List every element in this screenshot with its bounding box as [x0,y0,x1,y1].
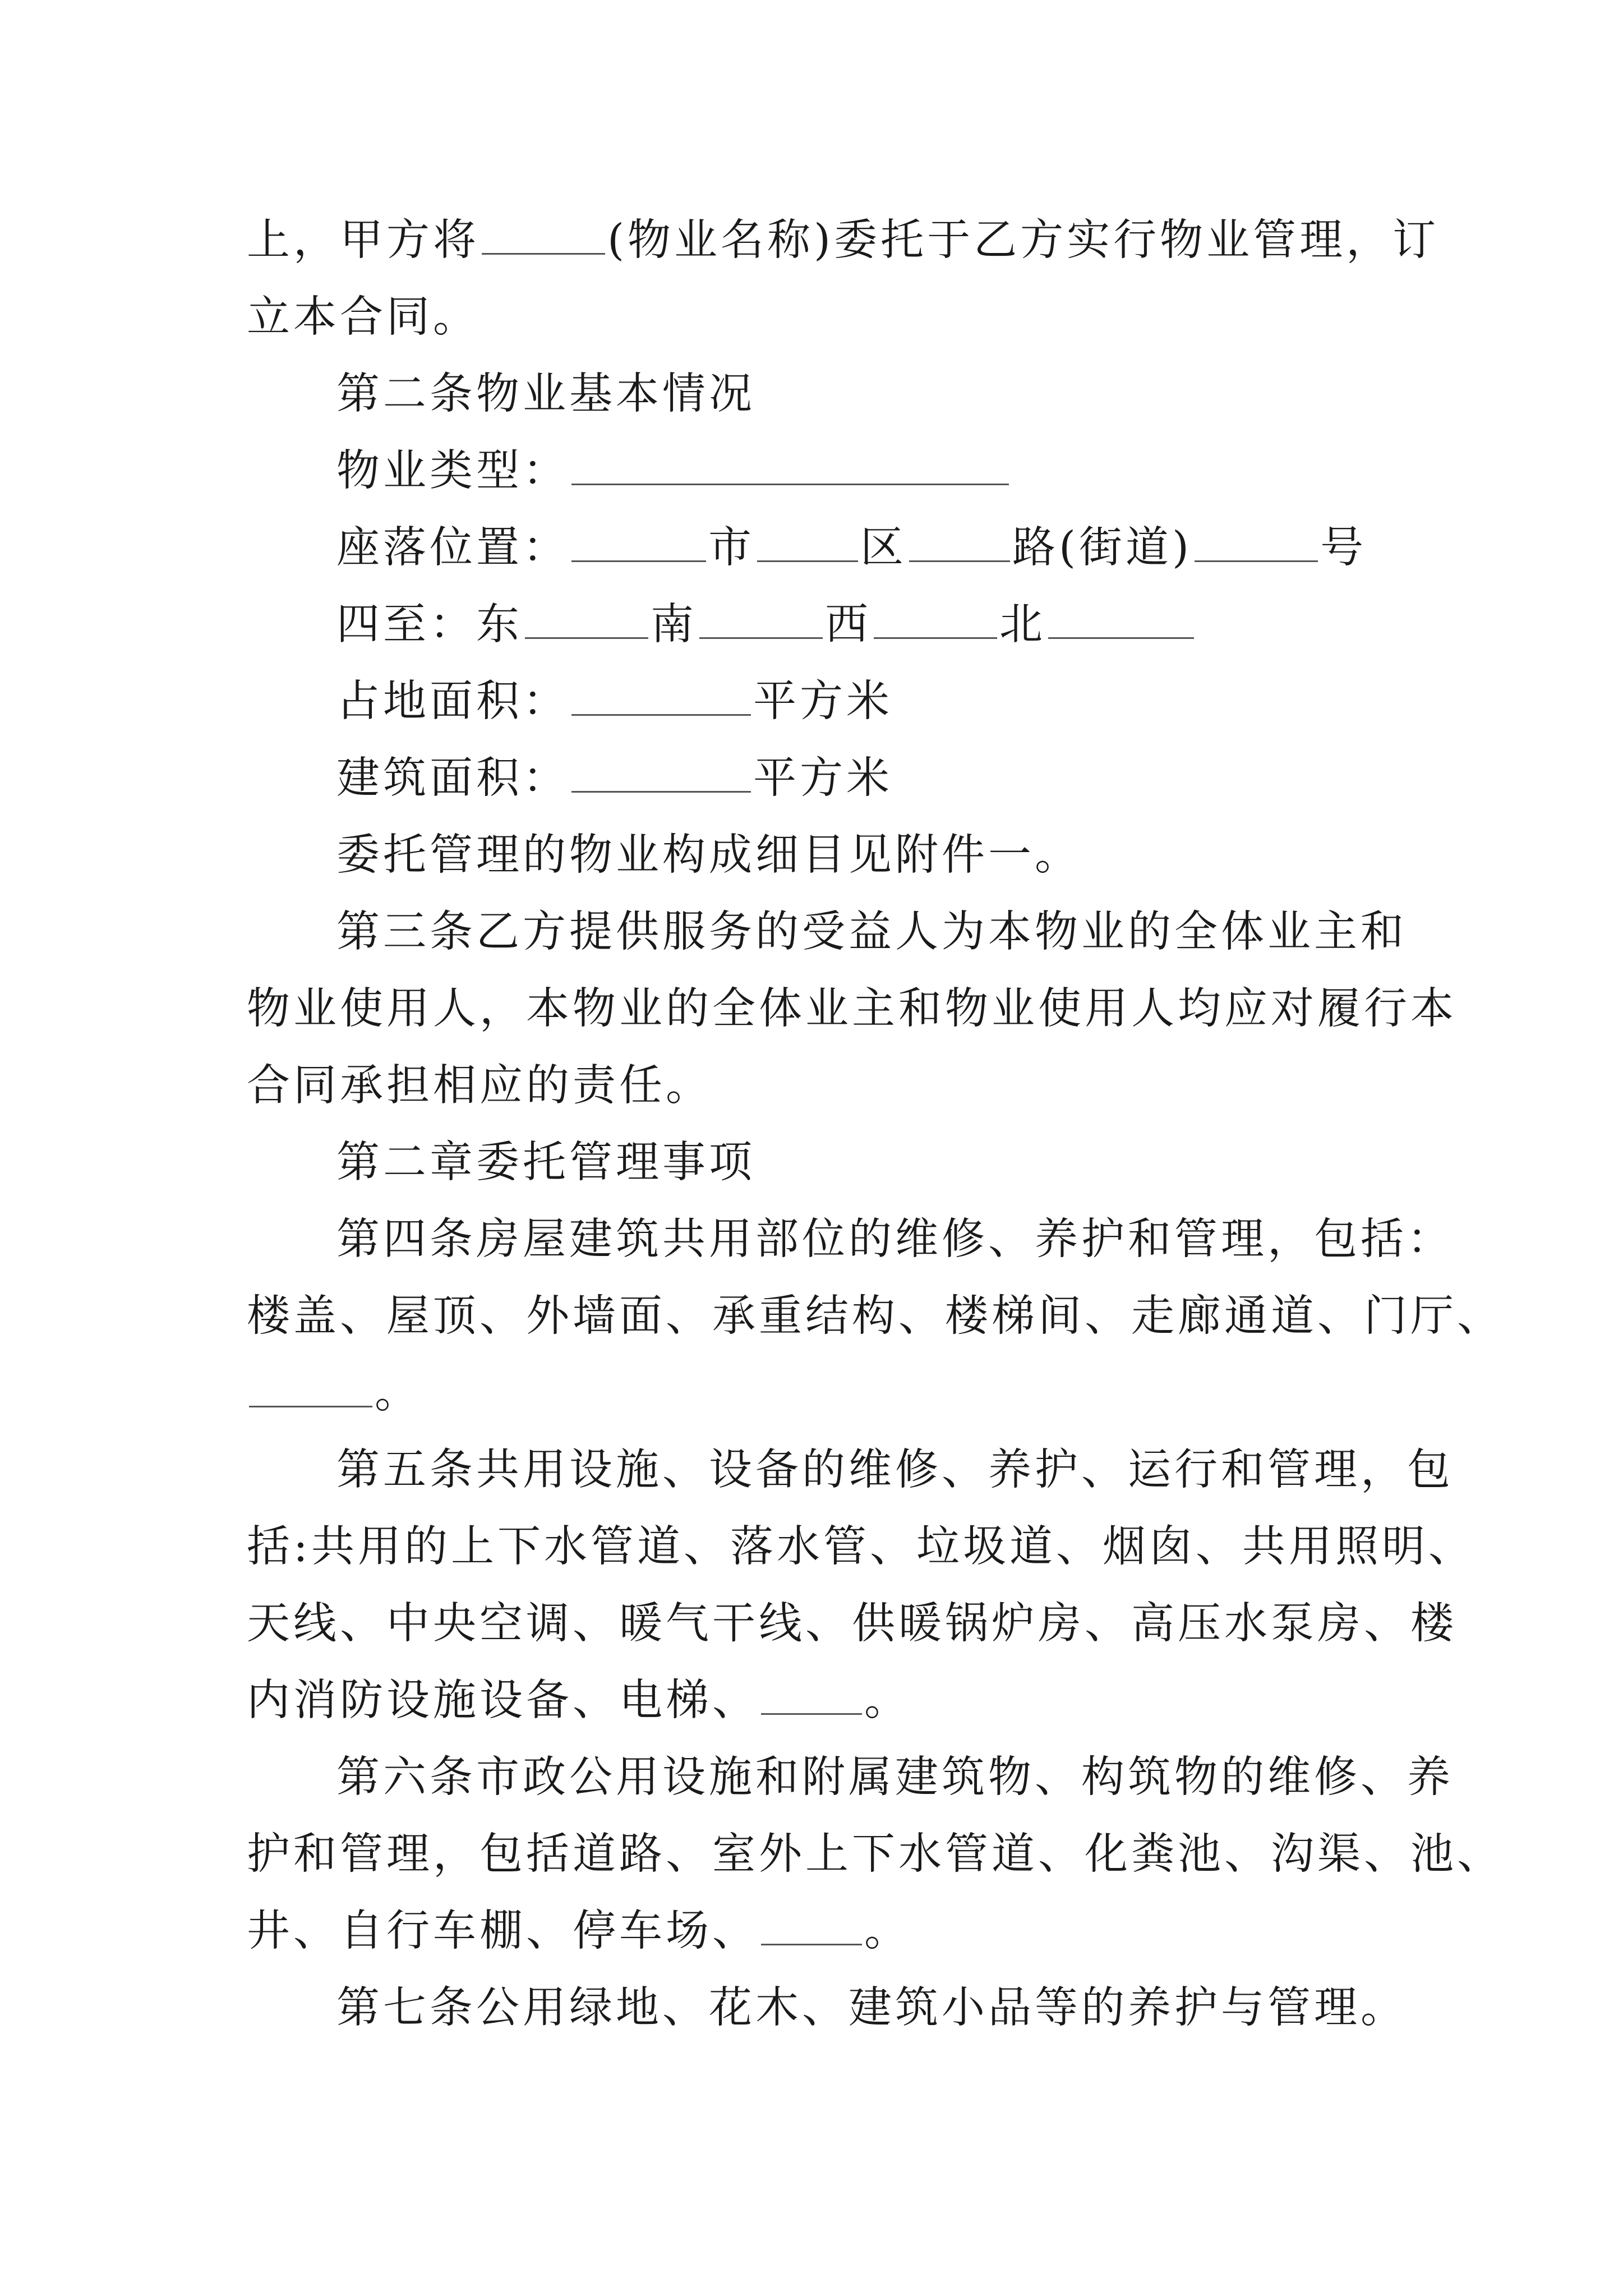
fill-blank [1048,602,1194,639]
text-line: 第四条房屋建筑共用部位的维修、养护和管理，包括： [336,1214,1454,1264]
text-segment: 。 [864,1906,911,1956]
text-segment: 井、自行车棚、停车场、 [247,1906,759,1956]
text-line: 第三条乙方提供服务的受益人为本物业的全体业主和 [336,907,1407,957]
fill-blank [761,1678,862,1715]
fill-blank [249,1371,372,1407]
field-label: 建筑面积： [336,753,569,803]
text-line [247,1662,1413,1739]
text-line [247,1893,1413,1970]
field-label: 四至：东 [336,600,523,650]
text-line: 天线、中央空调、暖气干线、供暖锅炉房、高压水泵房、楼 [247,1599,1457,1649]
text-segment: 南 [651,600,697,650]
fill-blank [571,449,1009,485]
fill-blank [482,218,605,255]
text-line: 第六条市政公用设施和附属建筑物、构筑物的维修、养 [336,1752,1454,1802]
text-segment: 北 [999,600,1046,650]
text-segment: 路(街道) [1012,523,1193,573]
field-label: 座落位置： [336,523,569,573]
text-segment: 。 [864,1676,911,1726]
text-line: 合同承担相应的责任。 [247,1061,712,1111]
text-line [247,740,1413,817]
text-line [247,1355,1413,1432]
text-segment: 平方米 [753,753,893,803]
fill-blank [909,526,1010,562]
text-line: 委托管理的物业构成细目见附件一。 [336,830,1081,880]
text-segment: 号 [1320,523,1367,573]
text-line: 立本合同。 [247,292,479,342]
document-page [247,202,1504,2046]
text-segment: 。 [375,1368,421,1418]
text-line [247,663,1413,740]
text-line [247,586,1413,663]
text-line: 第五条共用设施、设备的维修、养护、运行和管理，包 [336,1445,1454,1495]
text-line [247,509,1413,586]
section-heading: 第二条物业基本情况 [336,369,755,419]
text-line: 括:共用的上下水管道、落水管、垃圾道、烟囱、共用照明、 [247,1522,1475,1572]
field-label: 物业类型： [336,446,569,496]
field-label: 占地面积： [336,677,569,726]
fill-blank [571,526,706,562]
text-line [247,432,1413,509]
fill-blank [525,602,648,639]
text-line: 第七条公用绿地、花木、建筑小品等的养护与管理。 [336,1983,1407,2033]
fill-blank [1195,526,1318,562]
fill-blank [571,679,751,716]
chapter-heading: 第二章委托管理事项 [336,1138,755,1188]
fill-blank [757,526,858,562]
fill-blank [874,602,997,639]
text-line: 楼盖、屋顶、外墙面、承重结构、楼梯间、走廊通道、门厅、 [247,1291,1504,1341]
text-segment: 平方米 [753,677,893,726]
text-segment: (物业名称)委托于乙方实行物业管理，订 [607,215,1440,265]
text-line: 护和管理，包括道路、室外上下水管道、化粪池、沟渠、池、 [247,1829,1504,1879]
text-segment: 上，甲方将 [247,215,479,265]
fill-blank [571,756,751,793]
fill-blank [761,1909,862,1945]
text-line: 物业使用人，本物业的全体业主和物业使用人均应对履行本 [247,984,1457,1034]
text-segment: 区 [860,523,907,573]
fill-blank [699,602,823,639]
text-line [247,202,1440,279]
text-segment: 西 [825,600,872,650]
text-segment: 内消防设施设备、电梯、 [247,1676,759,1726]
text-segment: 市 [708,523,755,573]
